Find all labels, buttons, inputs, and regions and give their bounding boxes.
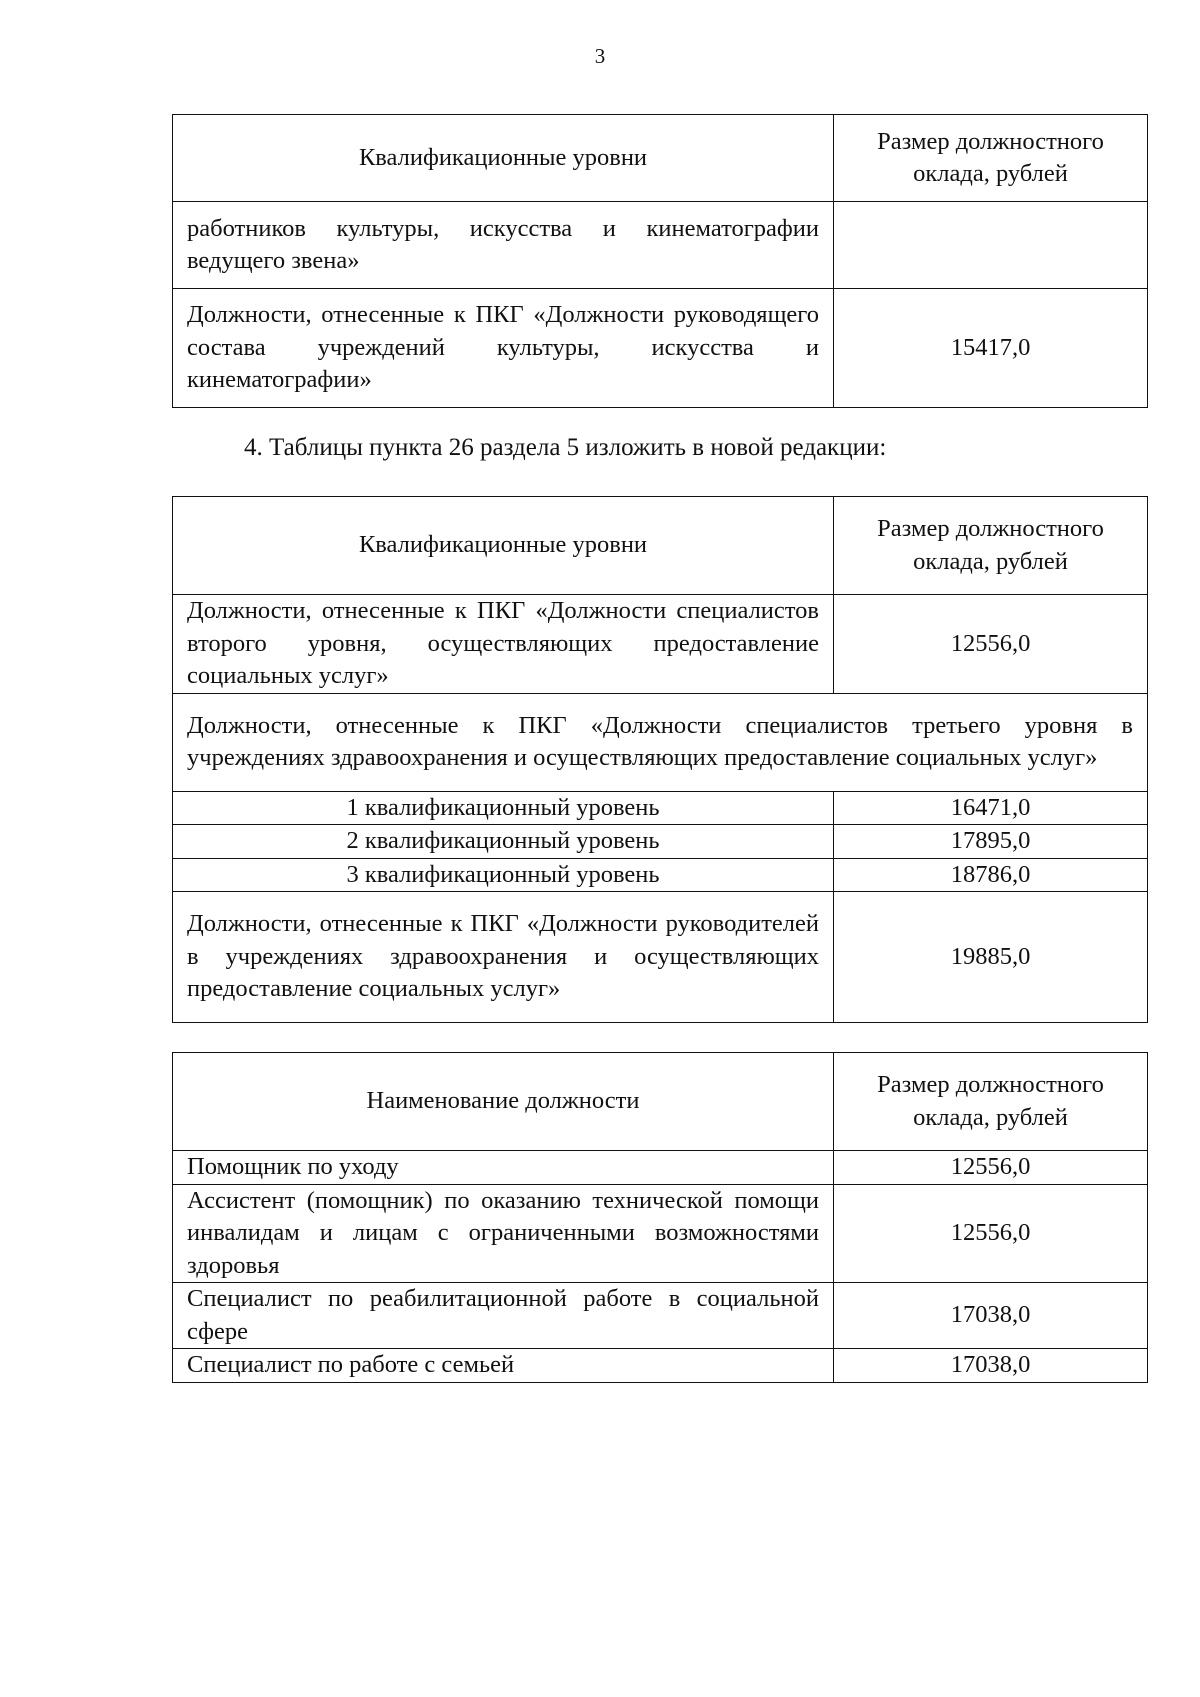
table-row (173, 595, 1148, 694)
row-name: 3 квалификационный уровень (173, 858, 834, 892)
salary-table-culture (172, 114, 1148, 408)
row-value: 18786,0 (834, 858, 1148, 892)
table-row (173, 1184, 1148, 1283)
row-name: Должности, отнесенные к ПКГ «Должности специалистов второго уровня, осуществляющих предоставление социальных услуг» (173, 595, 834, 694)
row-value (834, 202, 1148, 289)
row-name: Должности, отнесенные к ПКГ «Должности руководящего состава учреждений культуры, искусства и кинематографии» (173, 289, 834, 408)
table-row (173, 202, 1148, 289)
row-value: 12556,0 (834, 1184, 1148, 1283)
table-header-row (173, 497, 1148, 595)
row-name: работников культуры, искусства и кинематографии ведущего звена» (173, 202, 834, 289)
group-name: Должности, отнесенные к ПКГ «Должности специалистов третьего уровня в учреждениях здравоохранения и осуществляющих предоставление социальных услуг» (173, 693, 1148, 791)
table-row (173, 1283, 1148, 1349)
row-name: 1 квалификационный уровень (173, 791, 834, 825)
header-salary: Размер должностного оклада, рублей (834, 1053, 1148, 1151)
table-row (173, 858, 1148, 892)
row-value: 16471,0 (834, 791, 1148, 825)
header-qualification-levels: Квалификационные уровни (173, 497, 834, 595)
row-value: 17038,0 (834, 1283, 1148, 1349)
row-name: Специалист по реабилитационной работе в социальной сфере (173, 1283, 834, 1349)
row-value: 19885,0 (834, 892, 1148, 1023)
header-qualification-levels: Квалификационные уровни (173, 115, 834, 202)
row-name: Специалист по работе с семьей (173, 1349, 834, 1383)
row-value: 12556,0 (834, 595, 1148, 694)
row-value: 17895,0 (834, 825, 1148, 859)
header-position-name: Наименование должности (173, 1053, 834, 1151)
header-salary: Размер должностного оклада, рублей (834, 115, 1148, 202)
group-row (173, 693, 1148, 791)
table-row (173, 825, 1148, 859)
row-name: Ассистент (помощник) по оказанию технической помощи инвалидам и лицам с ограниченными возможностями здоровья (173, 1184, 834, 1283)
salary-table-social-services (172, 496, 1148, 1023)
row-value: 17038,0 (834, 1349, 1148, 1383)
header-salary: Размер должностного оклада, рублей (834, 497, 1148, 595)
table-row (173, 1151, 1148, 1185)
row-name: Помощник по уходу (173, 1151, 834, 1185)
salary-table-positions (172, 1052, 1148, 1383)
table-header-row (173, 1053, 1148, 1151)
page-number: 3 (594, 44, 606, 68)
table-row (173, 791, 1148, 825)
table-row (173, 289, 1148, 408)
table-row (173, 1349, 1148, 1383)
table-row (173, 892, 1148, 1023)
row-value: 12556,0 (834, 1151, 1148, 1185)
row-name: 2 квалификационный уровень (173, 825, 834, 859)
row-name: Должности, отнесенные к ПКГ «Должности руководителей в учреждениях здравоохранения и осуществляющих предоставление социальных услуг» (173, 892, 834, 1023)
row-value: 15417,0 (834, 289, 1148, 408)
amendment-paragraph: 4. Таблицы пункта 26 раздела 5 изложить в новой редакции: (244, 434, 887, 461)
table-header-row (173, 115, 1148, 202)
